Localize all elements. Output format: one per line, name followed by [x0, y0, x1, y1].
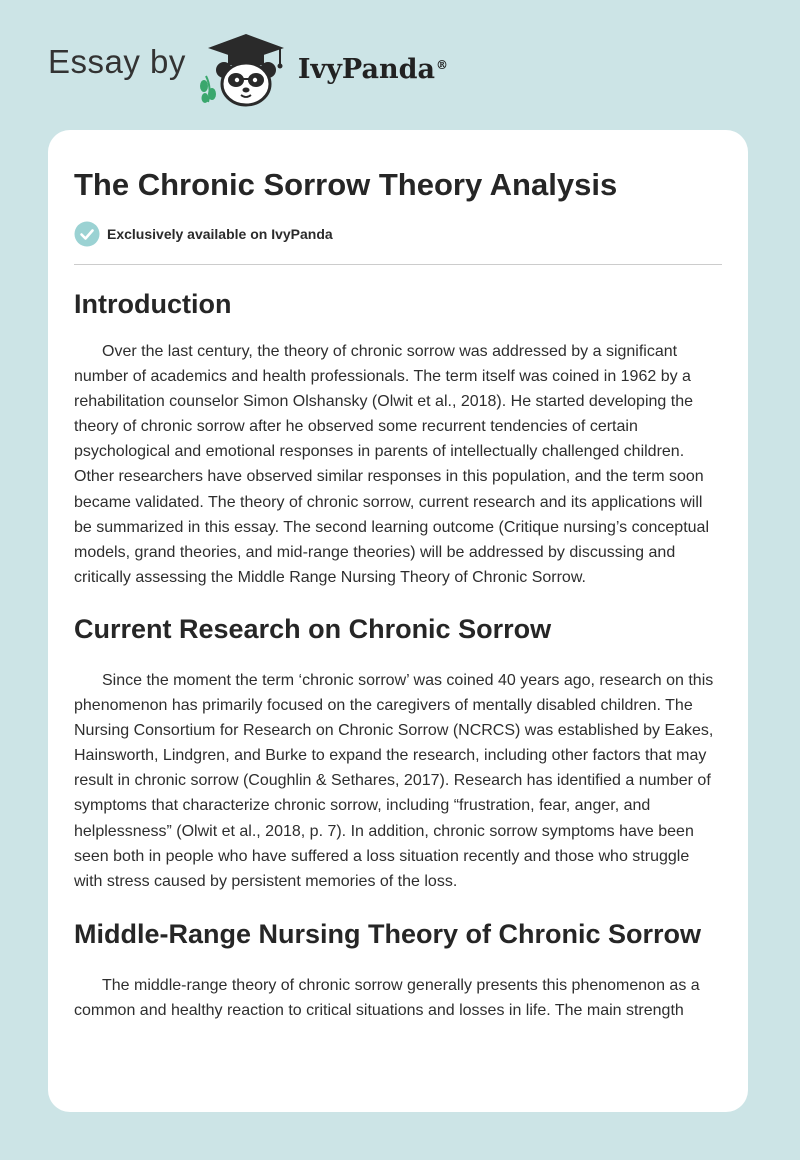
section-heading-introduction: Introduction — [74, 289, 232, 319]
registered-mark: ® — [435, 57, 448, 72]
brand-prefix: Essay by — [48, 43, 186, 80]
brand-header — [48, 28, 448, 112]
section-paragraph-middle-range-theory: The middle-range theory of chronic sorrow generally presents this phenomenon as a common and healthy reaction to critical situations and losses in life. The main strength — [74, 976, 700, 1019]
essay-title: The Chronic Sorrow Theory Analysis — [74, 167, 618, 202]
section-heading-current-research: Current Research on Chronic Sorrow — [74, 613, 552, 644]
panda-logo-icon[interactable] — [200, 30, 292, 110]
exclusive-badge — [74, 220, 722, 248]
section-paragraph-current-research: Since the moment the term ‘chronic sorrow’ was coined 40 years ago, research on this phenomenon has primarily focused on the caregivers of mentally disabled children. The Nursing Consortium for Research on Chronic Sorrow (NCRCS) was established by Eakes, Hainsworth, Lindgren, and Burke to expand the research, including other factors that may result in chronic sorrow (Coughlin & Sethares, 2017). Research has identified a number of symptoms that characterize chronic sorrow, including “frustration, fear, anger, and helplessness” (Olwit et al., 2018, p. 7). In addition, chronic sorrow symptoms have been seen both in people who have suffered a loss situation recently and those who struggle with stress caused by persistent memories of the loss. — [74, 671, 714, 890]
title-divider — [74, 264, 722, 265]
section-heading-middle-range-theory: Middle-Range Nursing Theory of Chronic Sorrow — [74, 918, 702, 949]
essay-card — [48, 130, 748, 1112]
section-paragraph-introduction: Over the last century, the theory of chronic sorrow was addressed by a significant number of academics and health professionals. The term itself was coined in 1962 by a rehabilitation counselor Simon Olshansky (Olwit et al., 2018). He started developing the theory of chronic sorrow after he observed some recurrent tendencies of certain psychological and emotional responses in parents of intellectually challenged children. Other researchers have observed similar responses in this population, and the term soon became validated. The theory of chronic sorrow, current research and its applications will be summarized in this essay. The second learning outcome (Critique nursing’s conceptual models, grand theories, and mid-range theories) will be addressed by discussing and critically assessing the Middle Range Nursing Theory of Chronic Sorrow. — [74, 343, 709, 586]
exclusive-text: Exclusively available on IvyPanda — [107, 226, 333, 242]
check-circle-icon — [74, 221, 100, 247]
brand-name[interactable]: IvyPanda® — [297, 53, 448, 85]
